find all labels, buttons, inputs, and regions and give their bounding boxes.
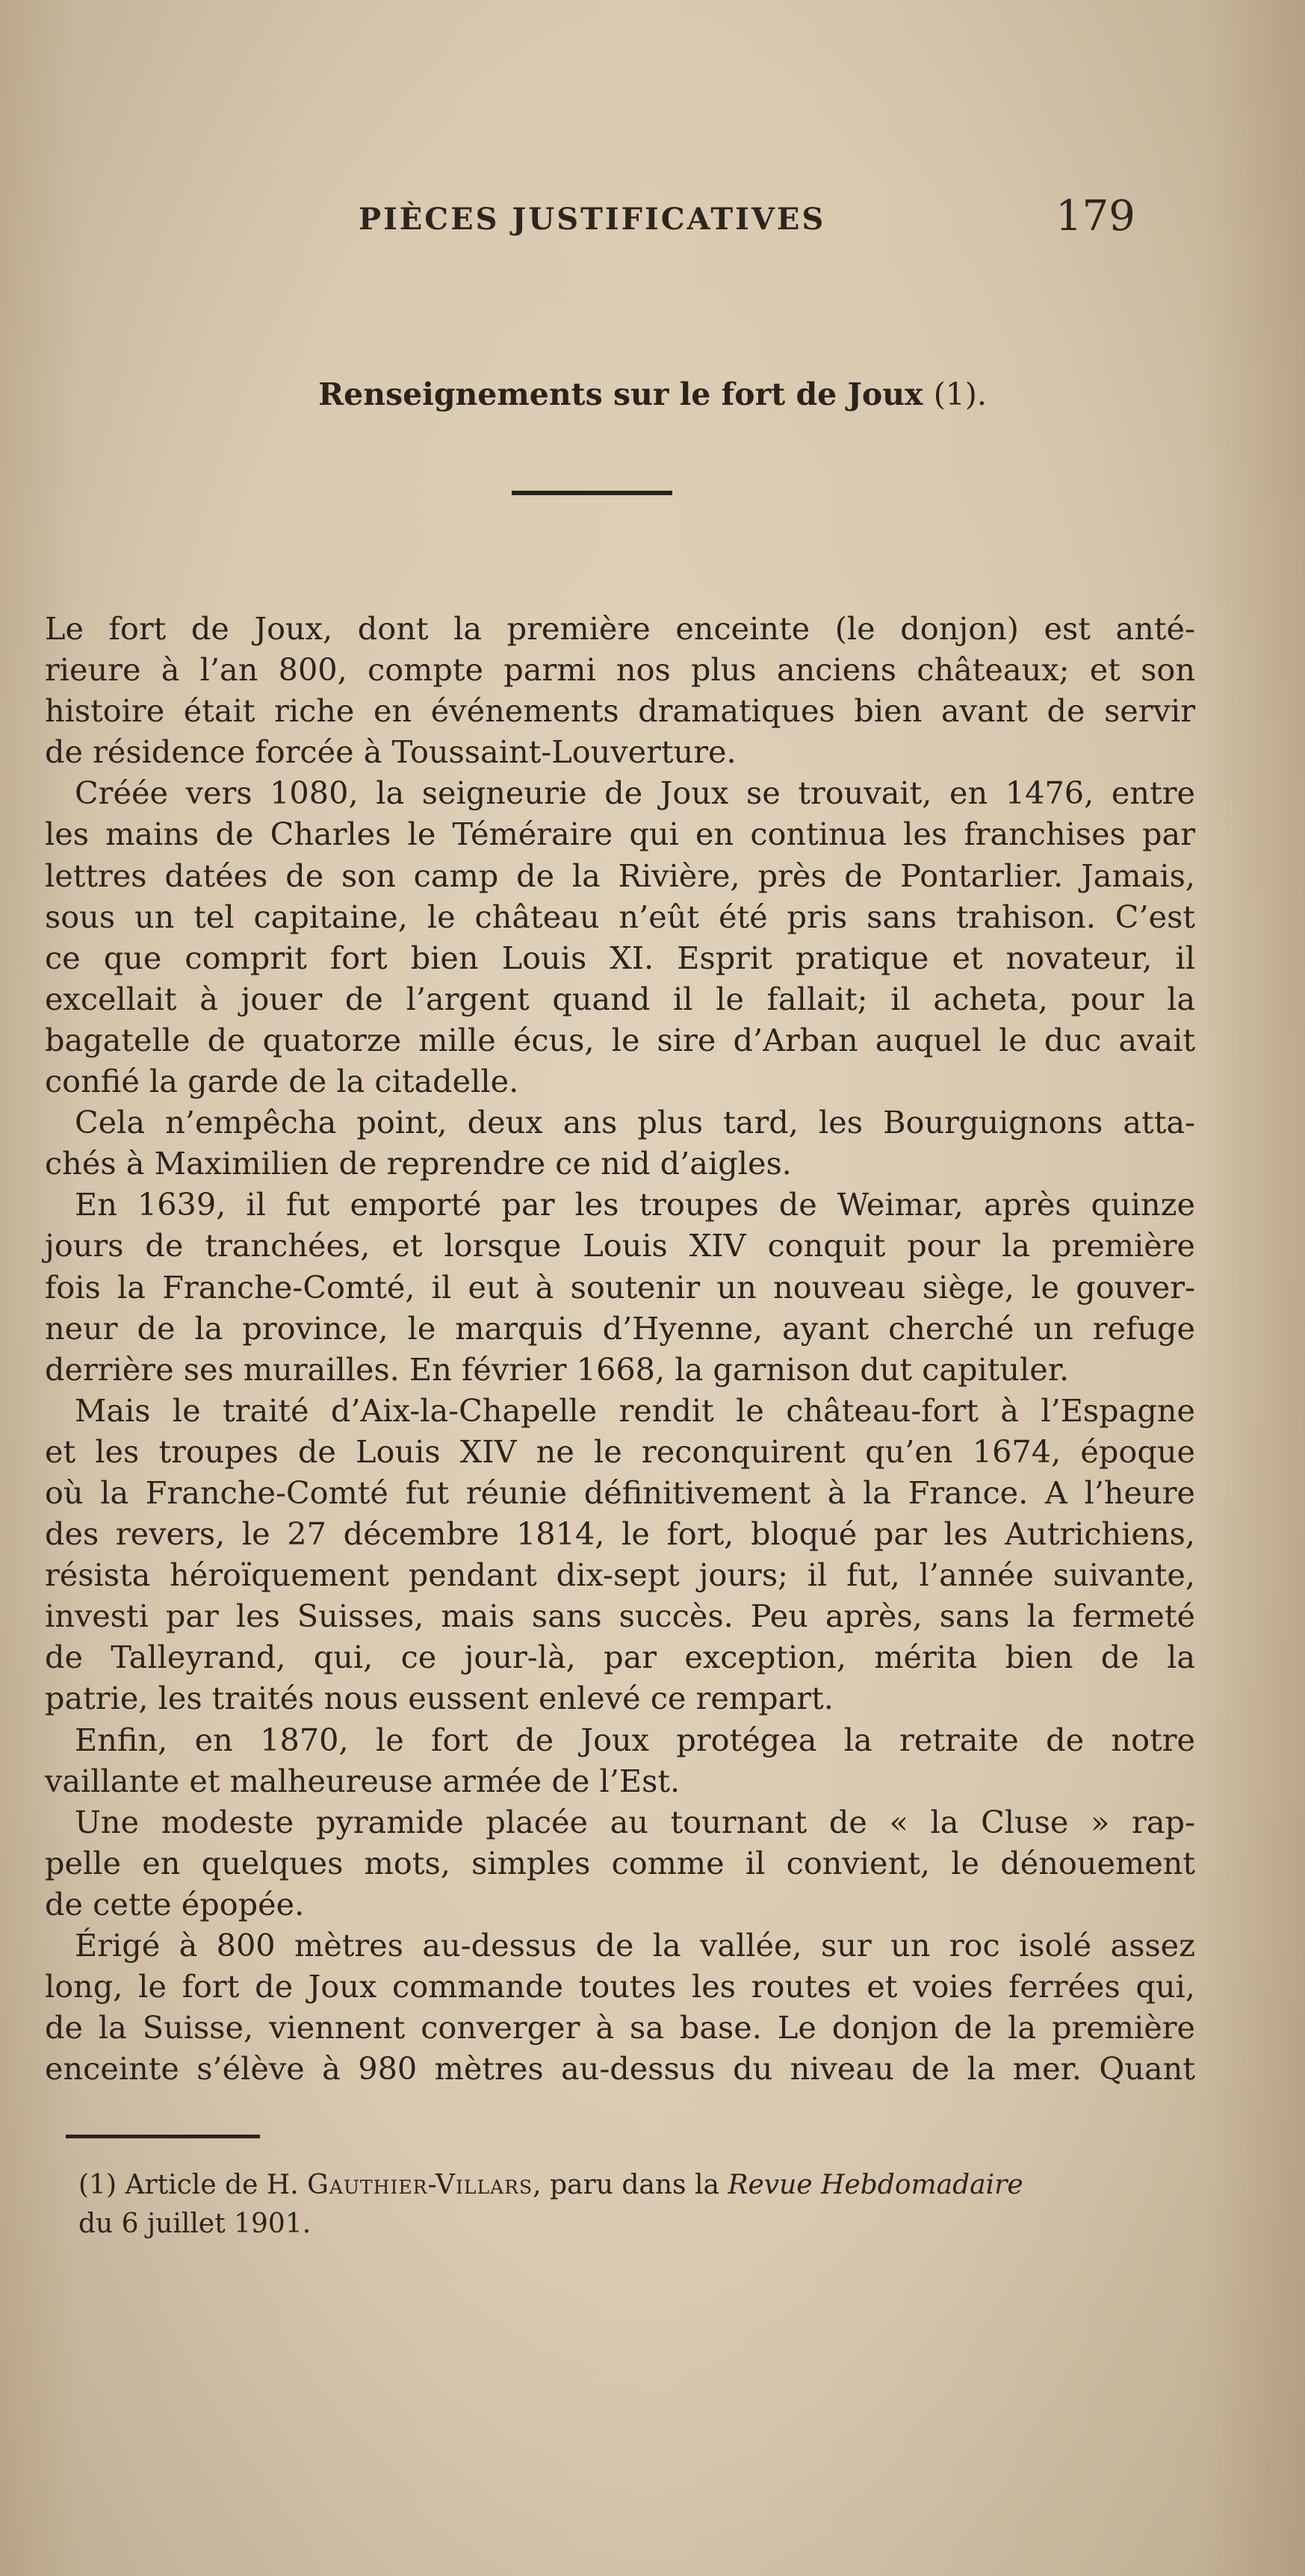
footnote xyxy=(78,2166,1199,2244)
heading-divider xyxy=(512,491,672,495)
footnote-reference: (1). xyxy=(933,376,987,412)
text-line: de Talleyrand, qui, ce jour-là, par exception, mérita bien de la xyxy=(45,1639,1195,1676)
text-line: ce que comprit fort bien Louis XI. Esprit pratique et novateur, il xyxy=(45,940,1195,976)
text-line: Érigé à 800 mètres au-dessus de la vallée, sur un roc isolé assez xyxy=(75,1928,1195,1964)
text-line: investi par les Suisses, mais sans succès. Peu après, sans la fermeté xyxy=(45,1598,1195,1635)
text-line: derrière ses murailles. En février 1668, la garnison dut capituler. xyxy=(45,1351,1070,1388)
page-number: 179 xyxy=(1056,192,1135,240)
text-line: fois la Franche-Comté, il eut à soutenir un nouveau siège, le gouver- xyxy=(45,1269,1195,1306)
text-line: neur de la province, le marquis d’Hyenne, ayant cherché un refuge xyxy=(45,1310,1195,1347)
running-title: PIÈCES JUSTIFICATIVES xyxy=(359,202,826,237)
text-line: des revers, le 27 décembre 1814, le fort, bloqué par les Autrichiens, xyxy=(45,1516,1195,1553)
text-line: rieure à l’an 800, compte parmi nos plus anciens châteaux; et son xyxy=(45,652,1195,689)
text-line: Créée vers 1080, la seigneurie de Joux se trouvait, en 1476, entre xyxy=(75,775,1195,812)
footnote-author: Gauthier-Villars xyxy=(307,2170,533,2200)
text-line: excellait à jouer de l’argent quand il le fallait; il acheta, pour la xyxy=(45,981,1195,1017)
text-line: les mains de Charles le Téméraire qui en continua les franchises par xyxy=(45,816,1195,853)
text-line: Enfin, en 1870, le fort de Joux protégea la retraite de notre xyxy=(75,1722,1195,1758)
footnote-text-middle: , paru dans la xyxy=(533,2170,719,2200)
text-line: résista héroïquement pendant dix-sept jours; il fut, l’année suivante, xyxy=(45,1557,1195,1594)
text-line: chés à Maximilien de reprendre ce nid d’aigles. xyxy=(45,1146,792,1182)
text-line: bagatelle de quatorze mille écus, le sire d’Arban auquel le duc avait xyxy=(45,1022,1195,1058)
text-line: patrie, les traités nous eussent enlevé ce rempart. xyxy=(45,1680,834,1717)
text-line: En 1639, il fut emporté par les troupes de Weimar, après quinze xyxy=(75,1187,1195,1223)
text-line: vaillante et malheureuse armée de l’Est. xyxy=(45,1763,681,1799)
footnote-divider xyxy=(66,2135,260,2138)
footnote-line-2: du 6 juillet 1901. xyxy=(78,2209,311,2239)
footnote-publication: Revue Hebdomadaire xyxy=(728,2170,1023,2200)
section-heading xyxy=(0,373,1305,415)
text-line: où la Franche-Comté fut réunie définitivement à la France. A l’heure xyxy=(45,1474,1195,1511)
text-line: lettres datées de son camp de la Rivière, près de Pontarlier. Jamais, xyxy=(45,857,1195,894)
text-line: Cela n’empêcha point, deux ans plus tard, les Bourguignons atta- xyxy=(75,1105,1195,1141)
text-line: pelle en quelques mots, simples comme il convient, le dénouement xyxy=(45,1845,1195,1881)
text-line: jours de tranchées, et lorsque Louis XIV conquit pour la première xyxy=(45,1228,1195,1264)
text-line: de la Suisse, viennent converger à sa base. Le donjon de la première xyxy=(45,2010,1195,2046)
text-line: de résidence forcée à Toussaint-Louverture. xyxy=(45,734,737,771)
text-line: de cette épopée. xyxy=(45,1886,305,1922)
section-heading-title: Renseignements sur le fort de Joux xyxy=(318,376,923,412)
text-line: enceinte s’élève à 980 mètres au-dessus du niveau de la mer. Quant xyxy=(45,2051,1195,2088)
text-line: Une modeste pyramide placée au tournant de « la Cluse » rap- xyxy=(75,1804,1195,1840)
text-line: Le fort de Joux, dont la première enceinte (le donjon) est anté- xyxy=(45,611,1195,647)
text-line: sous un tel capitaine, le château n’eût été pris sans trahison. C’est xyxy=(45,899,1195,935)
text-line: Mais le traité d’Aix-la-Chapelle rendit le château-fort à l’Espagne xyxy=(75,1392,1195,1429)
text-line: confié la garde de la citadelle. xyxy=(45,1064,519,1100)
text-line: et les troupes de Louis XIV ne le reconquirent qu’en 1674, époque xyxy=(45,1433,1195,1470)
footnote-text-before: Article de H. xyxy=(125,2170,299,2200)
footnote-marker: (1) xyxy=(78,2170,117,2200)
text-line: histoire était riche en événements dramatiques bien avant de servir xyxy=(45,693,1195,730)
footnote-line-1 xyxy=(78,2166,1199,2205)
text-line: long, le fort de Joux commande toutes les routes et voies ferrées qui, xyxy=(45,1969,1195,2005)
body-text xyxy=(45,609,1195,2090)
